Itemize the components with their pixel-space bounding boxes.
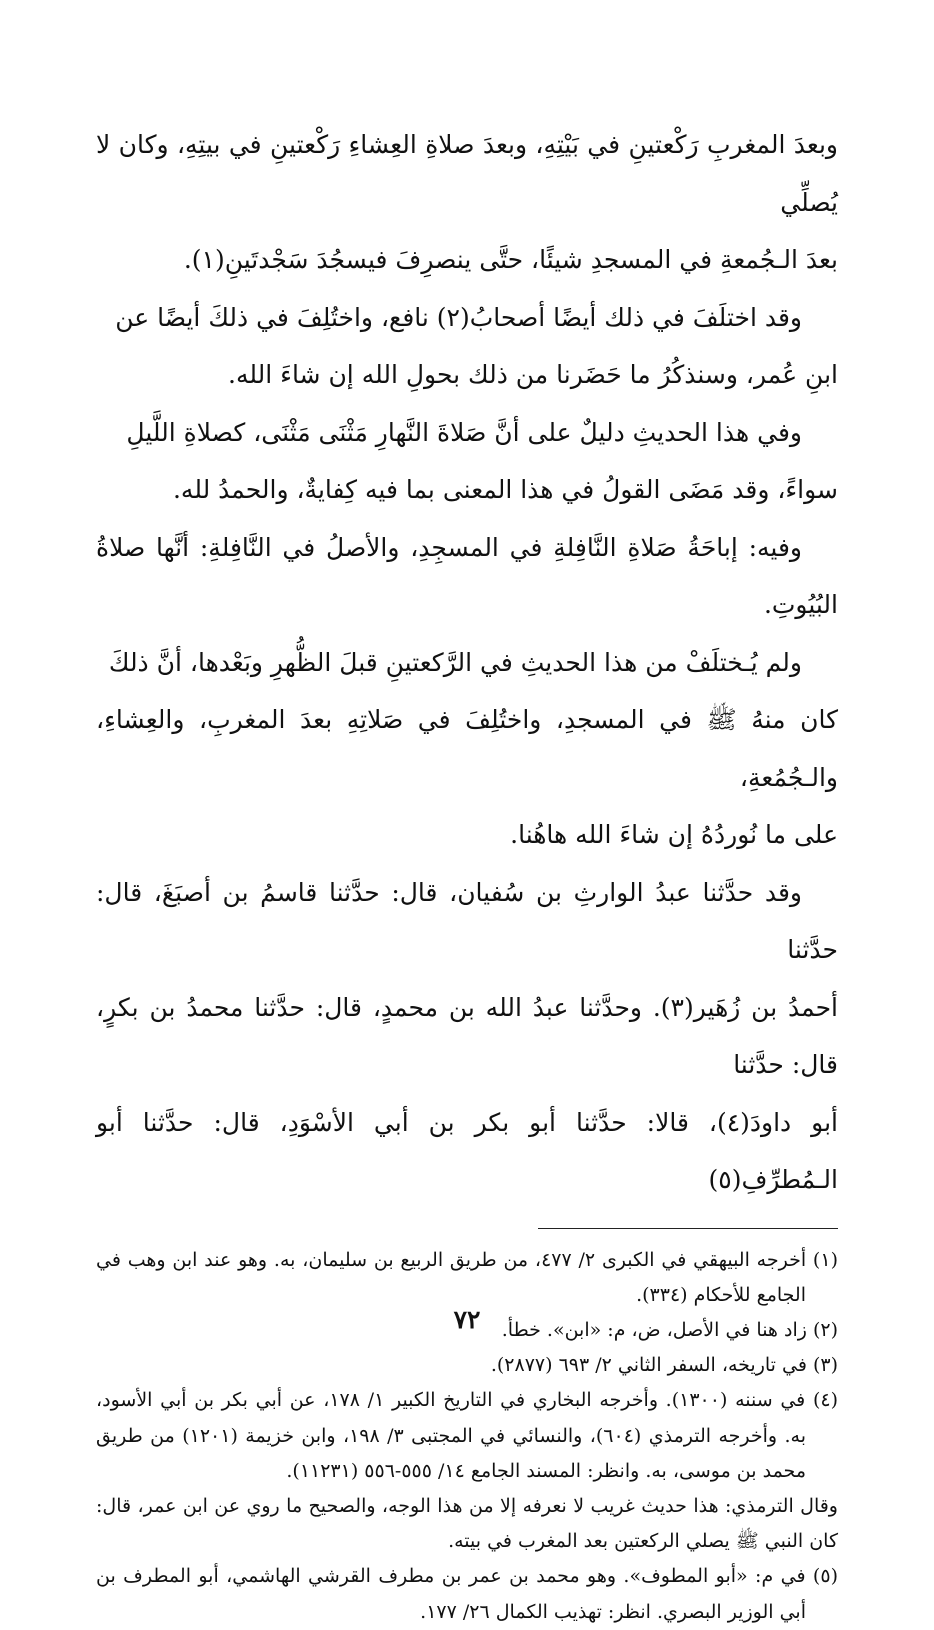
footnote-4-continuation: وقال الترمذي: هذا حديث غريب لا نعرفه إلا من هذا الوجه، والصحيح ما روي عن ابن عمر، قال: كان النبي ﷺ يصلي الركعتين بعد المغرب في بيته. — [96, 1494, 838, 1553]
body-line: سواءً، وقد مَضَى القولُ في هذا المعنى بما فيه كِفايةٌ، والحمدُ لله. — [172, 475, 838, 504]
body-line: وفي هذا الحديثِ دليلٌ على أنَّ صَلاةَ النَّهارِ مَثْنَى مَثْنَى، كصلاةِ اللَّيلِ — [126, 417, 802, 447]
footnote-3: (٣) في تاريخه، السفر الثاني ٢/ ٦٩٣ (٢٨٧٧). — [490, 1354, 838, 1377]
footnote-5: (٥) في م: «أبو المطوف». وهو محمد بن عمر بن مطرف القرشي الهاشمي، أبو المطرف بن أبي الوزير البصري. انظر: تهذيب الكمال ٢٦/ ١٧٧. — [96, 1565, 838, 1623]
body-line: وبعدَ المغربِ رَكْعتينِ في بَيْتِهِ، وبعدَ صلاةِ العِشاءِ رَكْعتينِ في بيتِهِ، وكان لا يُصلِّي — [96, 130, 838, 217]
footnote-4: (٤) في سننه (١٣٠٠). وأخرجه البخاري في التاريخ الكبير ١/ ١٧٨، عن أبي بكر بن أبي الأسود، به. وأخرجه الترمذي (٦٠٤)، والنسائي في المجتبى ٣/ ١٩٨، وابن خزيمة (١٢٠١) من طريق محمد بن موسى، به. وانظر: المسند الجامع ١٤/ ٥٥٥-٥٥٦ (١١٢٣١). — [96, 1389, 838, 1482]
body-line: ابنِ عُمر، وسنذكُرُ ما حَضَرنا من ذلك بحولِ الله إن شاءَ الله. — [228, 360, 838, 389]
footnotes — [96, 1243, 838, 1630]
body-line: على ما نُوردُهُ إن شاءَ الله هاهُنا. — [510, 820, 838, 849]
footnote-1: (١) أخرجه البيهقي في الكبرى ٢/ ٤٧٧، من طريق الربيع بن سليمان، به. وهو عند ابن وهب في الجامع للأحكام (٣٣٤). — [96, 1248, 838, 1306]
body-line: كان منهُ ﷺ في المسجدِ، واختُلِفَ في صَلاتِهِ بعدَ المغربِ، والعِشاءِ، والـجُمُعةِ، — [96, 705, 838, 792]
body-line: وقد حدَّثنا عبدُ الوارثِ بن سُفيان، قال: حدَّثنا قاسمُ بن أصبَغَ، قال: حدَّثنا — [96, 877, 838, 964]
body-line: أحمدُ بن زُهَير(٣). وحدَّثنا عبدُ الله بن محمدٍ، قال: حدَّثنا محمدُ بن بكرٍ، قال: حدَّثنا — [96, 992, 838, 1079]
footnote-2: (٢) زاد هنا في الأصل، ض، م: «ابن». خطأ. — [501, 1318, 838, 1341]
footnote-separator — [538, 1228, 838, 1229]
body-line: وفيه: إباحَةُ صَلاةِ النَّافِلةِ في المسجِدِ، والأصلُ في النَّافِلةِ: أنَّها صلاةُ البُيُوتِ. — [96, 532, 838, 619]
body-line: وقد اختلَفَ في ذلك أيضًا أصحابُ(٢) نافع، واختُلِفَ في ذلكَ أيضًا عن — [115, 302, 802, 332]
body-line: أبو داودَ(٤)، قالا: حدَّثنا أبو بكر بن أبي الأسْوَدِ، قال: حدَّثنا أبو الـمُطرِّفِ(٥) — [96, 1107, 839, 1194]
body-line: بعدَ الـجُمعةِ في المسجدِ شيئًا، حتَّى ينصرِفَ فيسجُدَ سَجْدتَينِ(١). — [183, 245, 838, 274]
body-line: ولم يُـختلَفْ من هذا الحديثِ في الرَّكعتينِ قبلَ الظُّهرِ وبَعْدها، أنَّ ذلكَ — [108, 647, 802, 677]
page-number: ٧٢ — [453, 1305, 481, 1334]
main-text — [96, 116, 838, 1209]
